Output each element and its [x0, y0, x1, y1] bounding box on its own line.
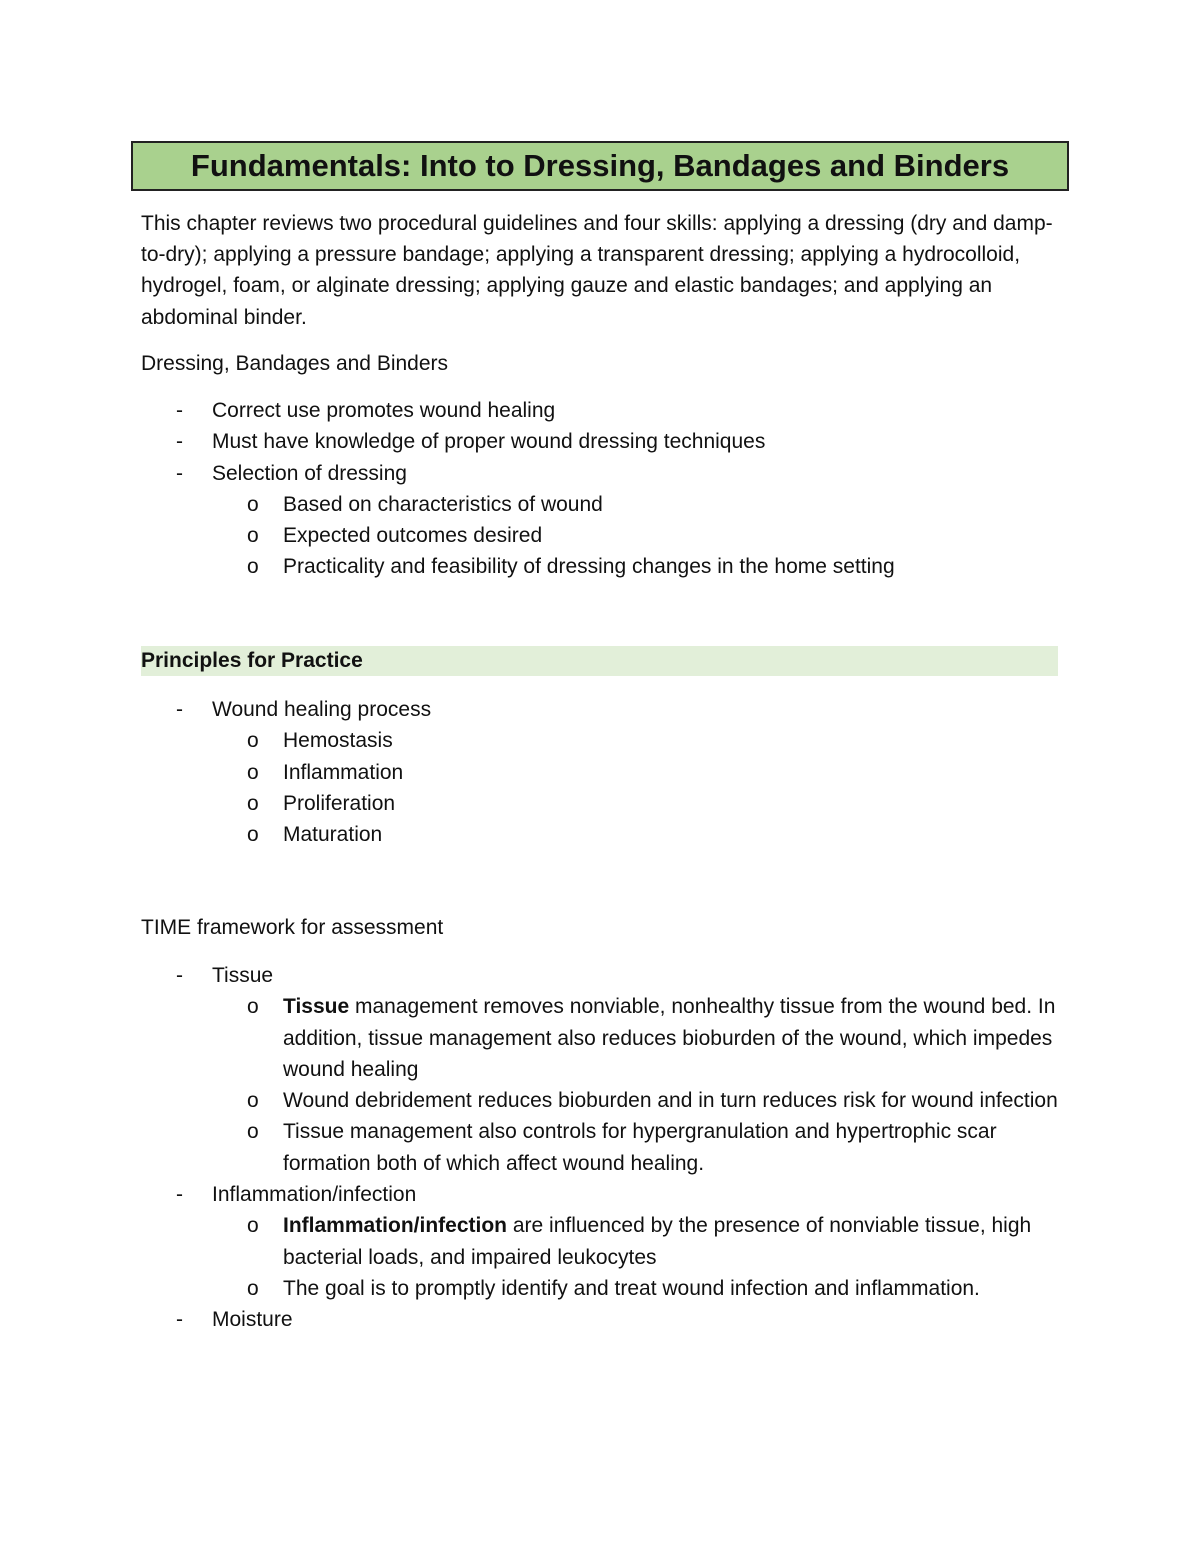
circle-bullet: o — [247, 524, 259, 548]
sub-list-item: o Maturation — [212, 819, 1071, 850]
sub-list — [212, 725, 1071, 850]
dash-bullet: - — [176, 399, 183, 422]
section-heading-dressing: Dressing, Bandages and Binders — [141, 352, 449, 375]
circle-bullet: o — [247, 1214, 259, 1238]
sub-list-item: o Tissue management also controls for hypergranulation and hypertrophic scar formation both of which affect wound healing. — [212, 1116, 1071, 1179]
circle-bullet: o — [247, 729, 259, 753]
dash-bullet: - — [176, 430, 183, 454]
list-item: - Inflammation/infection o Inflammation/infection are influenced by the presence of nonviable tissue, high bacterial loads, and impaired leukocytes o The goal is to promptly identify and treat wound infection and inflammation. — [141, 1179, 1071, 1304]
section-heading-time: TIME framework for assessment — [141, 916, 444, 939]
list-item: - Correct use promotes wound healing — [141, 395, 1071, 426]
sub-list-item: o Practicality and feasibility of dressing changes in the home setting — [212, 551, 1071, 582]
dash-bullet: - — [176, 1183, 183, 1207]
sub-list-item: o Based on characteristics of wound — [212, 489, 1071, 520]
sub-list-item: o Inflammation — [212, 757, 1071, 788]
circle-bullet: o — [247, 823, 259, 847]
circle-bullet: o — [247, 1276, 259, 1300]
sub-list-item: o Proliferation — [212, 788, 1071, 819]
time-list — [141, 960, 1071, 1336]
sub-list-item: o Expected outcomes desired — [212, 520, 1071, 551]
circle-bullet: o — [247, 995, 259, 1019]
sub-list-item: o The goal is to promptly identify and treat wound infection and inflammation. — [212, 1273, 1071, 1304]
circle-bullet: o — [247, 791, 259, 815]
list-item: - Moisture — [141, 1304, 1071, 1335]
section-heading-principles: Principles for Practice — [141, 646, 1058, 676]
list-item: - Tissue o Tissue management removes nonviable, nonhealthy tissue from the wound bed. In addition, tissue management also reduces bioburden of the wound, which impedes wound healing o Wound debridement reduces bioburden and in turn reduces risk for wound infection o Tissue management also controls for hypergranulation and hypertrophic scar formation both of which affect wound healing. — [141, 960, 1071, 1179]
dash-bullet: - — [176, 1308, 183, 1332]
circle-bullet: o — [247, 555, 259, 579]
sub-list — [212, 489, 1071, 583]
intro-paragraph: This chapter reviews two procedural guidelines and four skills: applying a dressing (dry and damp-to-dry); applying a pressure bandage; applying a transparent dressing; applying a hydrocolloid, hydrogel, foam, or alginate dressing; applying gauze and elastic bandages; and applying an abdominal binder. — [141, 212, 1053, 329]
list-item: - Must have knowledge of proper wound dressing techniques — [141, 426, 1071, 457]
dressing-list — [141, 395, 1071, 583]
circle-bullet: o — [247, 1089, 259, 1113]
circle-bullet: o — [247, 760, 259, 784]
document-title: Fundamentals: Into to Dressing, Bandages and Binders — [131, 141, 1069, 191]
sub-list — [212, 991, 1071, 1179]
list-item: - Wound healing process o Hemostasis o Inflammation o Proliferation o Maturation — [141, 694, 1071, 850]
circle-bullet: o — [247, 492, 259, 516]
dash-bullet: - — [176, 698, 183, 721]
bold-term: Tissue — [283, 995, 350, 1019]
sub-list-item: o Tissue management removes nonviable, nonhealthy tissue from the wound bed. In addition, tissue management also reduces bioburden of the wound, which impedes wound healing — [212, 991, 1071, 1085]
bold-term: Inflammation/infection — [283, 1214, 508, 1238]
principles-list — [141, 694, 1071, 850]
sub-list — [212, 1210, 1071, 1304]
dash-bullet: - — [176, 964, 183, 987]
list-item: - Selection of dressing o Based on characteristics of wound o Expected outcomes desired o Practicality and feasibility of dressing changes in the home setting — [141, 458, 1071, 583]
circle-bullet: o — [247, 1120, 259, 1144]
sub-list-item: o Wound debridement reduces bioburden and in turn reduces risk for wound infection — [212, 1085, 1071, 1116]
sub-list-item: o Inflammation/infection are influenced by the presence of nonviable tissue, high bacterial loads, and impaired leukocytes — [212, 1210, 1071, 1273]
sub-list-item: o Hemostasis — [212, 725, 1071, 756]
dash-bullet: - — [176, 461, 183, 485]
